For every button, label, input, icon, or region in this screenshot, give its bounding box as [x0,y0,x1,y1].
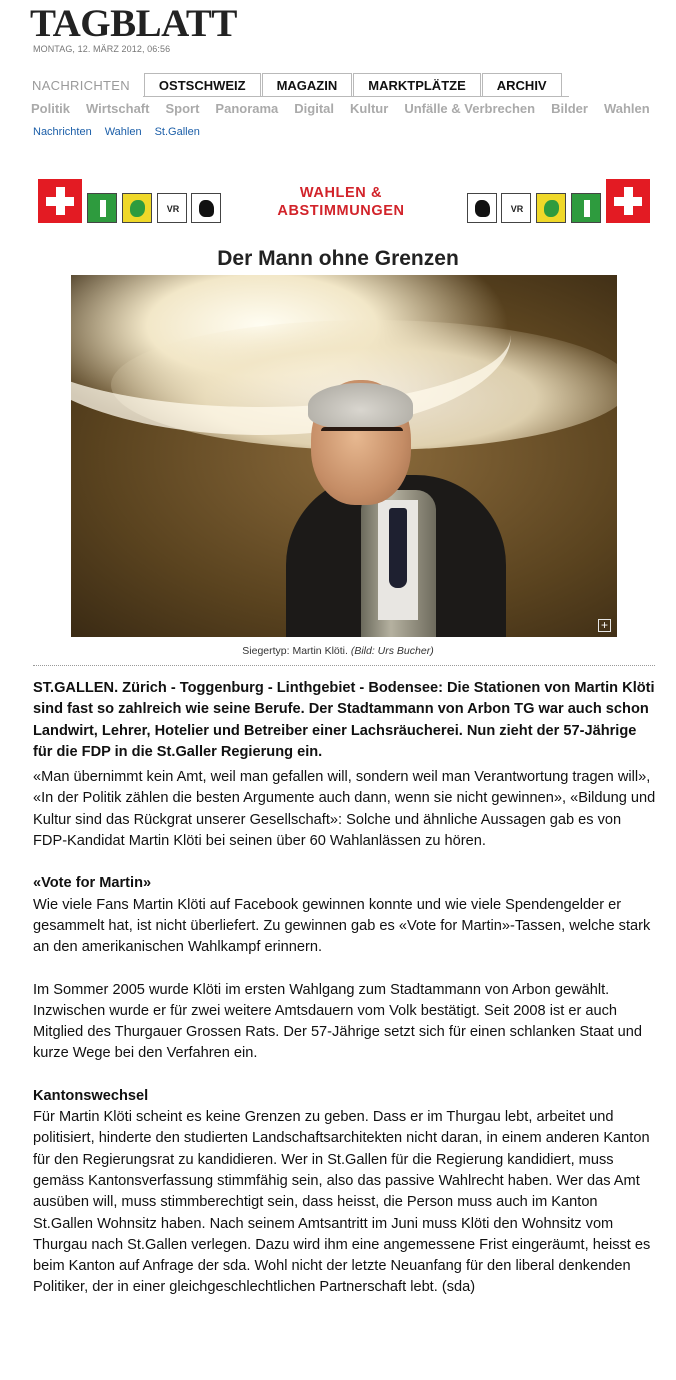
thurgau-lion-crest-icon [536,193,566,223]
site-logo[interactable]: TAGBLATT [30,2,237,45]
photo-credit: (Bild: Urs Bucher) [350,645,434,657]
breadcrumb-wahlen[interactable]: Wahlen [104,126,142,138]
appenzell-bear-crest-icon [467,193,497,223]
subnav-wahlen[interactable]: Wahlen [603,101,650,116]
ar-crest-icon: VR [157,193,187,223]
main-nav-tabs [24,73,563,97]
subnav-unfaelle[interactable]: Unfälle & Verbrechen [404,101,536,116]
current-date: MONTAG, 12. MÄRZ 2012, 06:56 [33,44,171,54]
breadcrumb-st-gallen[interactable]: St.Gallen [154,126,200,138]
breadcrumb-nachrichten[interactable]: Nachrichten [33,126,92,138]
article-paragraph: Im Sommer 2005 wurde Klöti im ersten Wahlgang zum Stadtammann von Arbon gewählt. Inzwischen wurde er für zwei weitere Amtsdauern vom Volk bestätigt. Seit 2008 ist er auch Mitglied des Thurgauer Grossen Rats. Der 57-Jährige setzt sich für einen schlanken Staat und kurze Wege bei den Verfahren ein. [33,981,642,1062]
article-subhead: Kantonswechsel [33,1087,149,1104]
subnav-politik[interactable]: Politik [31,101,71,116]
tab-magazin[interactable]: MAGAZIN [262,73,353,97]
ar-crest-icon: VR [501,193,531,223]
thurgau-lion-crest-icon [122,193,152,223]
article-paragraph: «Man übernimmt kein Amt, weil man gefallen will, sondern weil man Verantwortung tragen will», «In der Politik zählen die besten Argumente auch dann, wenn sie nicht gewinnen», «Bildung und Kultur sind das Rückgrat unserer Gesellschaft»: Solche und ähnliche Aussagen gab es von FDP-Kandidat Martin Klöti bei seinen über 60 Wahlanlässen zu hören. [33,769,656,850]
breadcrumb [33,126,213,138]
caption-text: Siegertyp: Martin Klöti. [242,645,348,657]
swiss-flag-icon [606,179,650,223]
article-lead: ST.GALLEN. Zürich - Toggenburg - Linthgebiet - Bodensee: Die Stationen von Martin Klöti sind fast so zahlreich wie seine Berufe. Der Stadtammann von Arbon TG war auch schon Landwirt, Lehrer, Hotelier und Betreiber einer Lachsräucherei. Nun zieht der 57-Jährige für die FDP in die St.Galler Regierung ein. [33,680,655,760]
article-body [33,678,658,1299]
subnav-kultur[interactable]: Kultur [350,101,389,116]
sub-navigation [31,101,666,116]
tab-archiv[interactable]: ARCHIV [482,73,562,97]
elections-banner[interactable] [38,178,650,224]
appenzell-bear-crest-icon [191,193,221,223]
article-photo[interactable] [71,275,617,637]
tab-divider [143,96,569,97]
swiss-flag-icon [38,179,82,223]
tab-ostschweiz[interactable]: OSTSCHWEIZ [144,73,261,97]
tab-marktplaetze[interactable]: MARKTPLÄTZE [353,73,481,97]
thurgau-crest-icon [87,193,117,223]
subnav-sport[interactable]: Sport [165,101,200,116]
photo-caption [0,645,676,657]
expand-icon[interactable]: + [598,619,611,632]
subnav-digital[interactable]: Digital [294,101,335,116]
divider [33,665,655,666]
thurgau-crest-icon [571,193,601,223]
article-paragraph: Wie viele Fans Martin Klöti auf Facebook gewinnen konnte und wie viele Spendengelder er gesammelt hat, ist nicht überliefert. Zu gewinnen gab es «Vote for Martin»-Tassen, welche stark an den amerikanischen Wahlkampf erinnern. [33,896,651,956]
tab-nachrichten[interactable]: NACHRICHTEN [24,73,143,97]
subnav-bilder[interactable]: Bilder [551,101,588,116]
banner-title: WAHLEN & ABSTIMMUNGEN [277,185,405,219]
article-headline: Der Mann ohne Grenzen [217,247,459,270]
subnav-panorama[interactable]: Panorama [215,101,279,116]
article-subhead: «Vote for Martin» [33,875,152,892]
subnav-wirtschaft[interactable]: Wirtschaft [86,101,150,116]
article-paragraph: Für Martin Klöti scheint es keine Grenzen zu geben. Dass er im Thurgau lebt, arbeitet und politisiert, hinderte den studierten Landschaftsarchitekten nicht daran, in einem anderen Kanton für den Regierungsrat zu kandidieren. Wer in St.Gallen für die Regierung kandidiert, muss gemäss Kantonsverfassung stimmfähig sein, also das passive Wahlrecht haben. Wer das Amt ausüben will, muss stimmberechtigt sein, dass heisst, die Person muss auch im Kanton St.Gallen Wohnsitz haben. Nach seinem Amtsantritt im Juni muss Klöti den Wohnsitz vom Thurgau nach St.Gallen verlegen. Dazu wird ihm eine angemessene Frist eingeräumt, heisst es beim Kanton auf Anfrage der sda. Wohl nicht der letzte Neuanfang für den liberal denkenden Politiker, der in einer gleichgeschlechtlichen Partnerschaft lebt. (sda) [33,1109,651,1296]
